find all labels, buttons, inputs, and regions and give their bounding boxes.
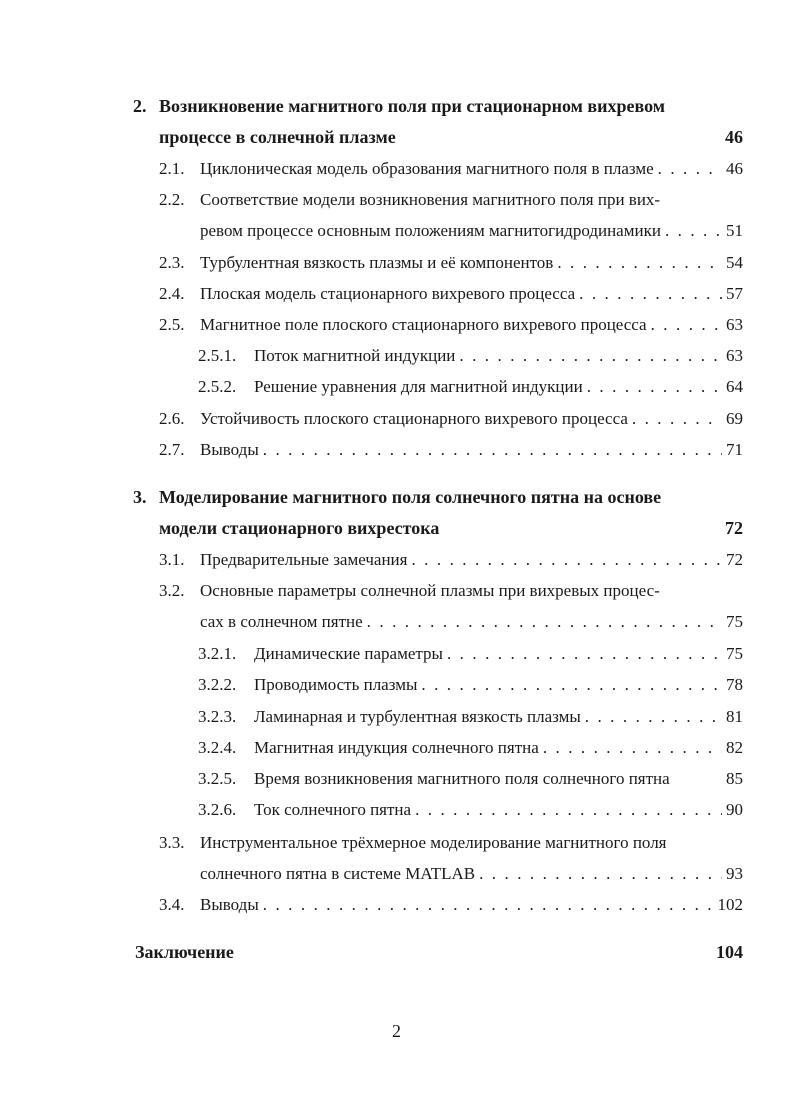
section-title-cont: солнечного пятна в системе MATLAB (200, 864, 476, 883)
chapter-title: Возникновение магнитного поля при стационарном вихревом (159, 96, 666, 116)
toc-conclusion[interactable] (135, 942, 743, 962)
dot-leader (367, 612, 722, 632)
section-title: Выводы (200, 895, 259, 914)
toc-entry-cont[interactable] (200, 864, 743, 884)
subsection-title: Проводимость плазмы (254, 675, 418, 694)
section-title: Турбулентная вязкость плазмы и её компонентов (200, 253, 554, 272)
section-page: 72 (726, 550, 743, 569)
section-title: Выводы (200, 440, 259, 459)
section-title: Плоская модель стационарного вихревого процесса (200, 284, 576, 303)
toc-subentry[interactable] (198, 675, 743, 695)
toc-entry[interactable] (159, 253, 743, 273)
toc-chapter-2-line1[interactable] (133, 96, 743, 116)
section-title-cont: ревом процессе основным положениям магнитогидродинамики (200, 221, 661, 240)
section-number: 2.4. (159, 284, 185, 303)
section-number: 2.5. (159, 315, 185, 334)
dot-leader (543, 738, 722, 758)
section-title: Соответствие модели возникновения магнитного поля при вих- (200, 190, 661, 209)
toc-chapter-2-line2[interactable] (159, 127, 743, 147)
subsection-page: 64 (726, 377, 743, 396)
subsection-number: 2.5.1. (198, 346, 237, 365)
toc-entry[interactable] (159, 895, 743, 915)
subsection-page: 63 (726, 346, 743, 365)
subsection-number: 3.2.6. (198, 800, 237, 819)
toc-chapter-3-line1[interactable] (133, 487, 743, 507)
dot-leader (665, 221, 722, 241)
section-title: Магнитное поле плоского стационарного вихревого процесса (200, 315, 647, 334)
toc-entry[interactable] (159, 409, 743, 429)
dot-leader (415, 800, 722, 820)
toc-entry[interactable] (159, 190, 743, 210)
section-number: 3.4. (159, 895, 185, 914)
subsection-title: Ток солнечного пятна (254, 800, 412, 819)
subsection-number: 3.2.3. (198, 707, 237, 726)
section-number: 2.6. (159, 409, 185, 428)
toc-entry[interactable] (159, 315, 743, 335)
dot-leader (658, 159, 722, 179)
toc-entry[interactable] (159, 833, 743, 853)
dot-leader (585, 707, 722, 727)
dot-leader (651, 315, 722, 335)
section-title: Основные параметры солнечной плазмы при вихревых процес- (200, 581, 660, 600)
subsection-number: 3.2.2. (198, 675, 237, 694)
section-number: 3.3. (159, 833, 185, 852)
dot-leader (447, 644, 722, 664)
section-title-cont: сах в солнечном пятне (200, 612, 363, 631)
toc-entry-cont[interactable] (200, 221, 743, 241)
toc-subentry[interactable] (198, 346, 743, 366)
chapter-title-cont: модели стационарного вихрестока (159, 518, 440, 538)
chapter-number: 3. (133, 487, 147, 507)
toc-subentry[interactable] (198, 738, 743, 758)
toc-subentry[interactable] (198, 377, 743, 397)
dot-leader (459, 346, 722, 366)
subsection-title: Решение уравнения для магнитной индукции (254, 377, 583, 396)
section-page: 71 (726, 440, 743, 459)
toc-subentry[interactable] (198, 707, 743, 727)
subsection-number: 3.2.1. (198, 644, 237, 663)
section-number: 2.7. (159, 440, 185, 459)
subsection-number: 3.2.5. (198, 769, 237, 788)
dot-leader (587, 377, 722, 397)
section-page: 54 (726, 253, 743, 272)
dot-leader (557, 253, 722, 273)
page-number: 2 (392, 1021, 401, 1041)
dot-leader (479, 864, 722, 884)
section-number: 3.2. (159, 581, 185, 600)
section-number: 2.2. (159, 190, 185, 209)
subsection-title: Поток магнитной индукции (254, 346, 456, 365)
section-page: 63 (726, 315, 743, 334)
toc-entry[interactable] (159, 159, 743, 179)
chapter-number: 2. (133, 96, 147, 116)
toc-entry[interactable] (159, 440, 743, 460)
section-title: Предварительные замечания (200, 550, 408, 569)
conclusion-title: Заключение (135, 942, 234, 962)
section-page: 102 (717, 895, 743, 914)
toc-subentry[interactable] (198, 800, 743, 820)
subsection-page: 81 (726, 707, 743, 726)
toc-entry[interactable] (159, 581, 743, 601)
subsection-title: Магнитная индукция солнечного пятна (254, 738, 539, 757)
section-page: 51 (726, 221, 743, 240)
section-page: 57 (726, 284, 743, 303)
subsection-page: 82 (726, 738, 743, 757)
dot-leader (421, 675, 722, 695)
dot-leader (263, 440, 722, 460)
section-number: 2.1. (159, 159, 185, 178)
chapter-page: 72 (725, 518, 743, 538)
subsection-page: 75 (726, 644, 743, 663)
section-title: Инструментальное трёхмерное моделирование магнитного поля (200, 833, 667, 852)
section-page: 69 (726, 409, 743, 428)
dot-leader (632, 409, 722, 429)
toc-entry[interactable] (159, 284, 743, 304)
section-page: 93 (726, 864, 743, 883)
toc-entry-cont[interactable] (200, 612, 743, 632)
subsection-title: Динамические параметры (254, 644, 443, 663)
toc-subentry[interactable] (198, 644, 743, 664)
chapter-page: 46 (725, 127, 743, 147)
section-number: 3.1. (159, 550, 185, 569)
subsection-title: Время возникновения магнитного поля солнечного пятна (254, 769, 670, 788)
subsection-number: 3.2.4. (198, 738, 237, 757)
toc-chapter-3-line2[interactable] (159, 518, 743, 538)
section-page: 75 (726, 612, 743, 631)
toc-subentry[interactable] (198, 769, 743, 789)
subsection-page: 90 (726, 800, 743, 819)
dot-leader (263, 895, 714, 915)
subsection-title: Ламинарная и турбулентная вязкость плазмы (254, 707, 581, 726)
conclusion-page: 104 (716, 942, 743, 962)
section-title: Циклоническая модель образования магнитного поля в плазме (200, 159, 654, 178)
toc-entry[interactable] (159, 550, 743, 570)
chapter-title-cont: процессе в солнечной плазме (159, 127, 396, 147)
section-page: 46 (726, 159, 743, 178)
subsection-page: 85 (726, 769, 743, 788)
subsection-number: 2.5.2. (198, 377, 237, 396)
chapter-title: Моделирование магнитного поля солнечного пятна на основе (159, 487, 662, 507)
subsection-page: 78 (726, 675, 743, 694)
section-number: 2.3. (159, 253, 185, 272)
section-title: Устойчивость плоского стационарного вихревого процесса (200, 409, 628, 428)
dot-leader (411, 550, 722, 570)
dot-leader (579, 284, 722, 304)
